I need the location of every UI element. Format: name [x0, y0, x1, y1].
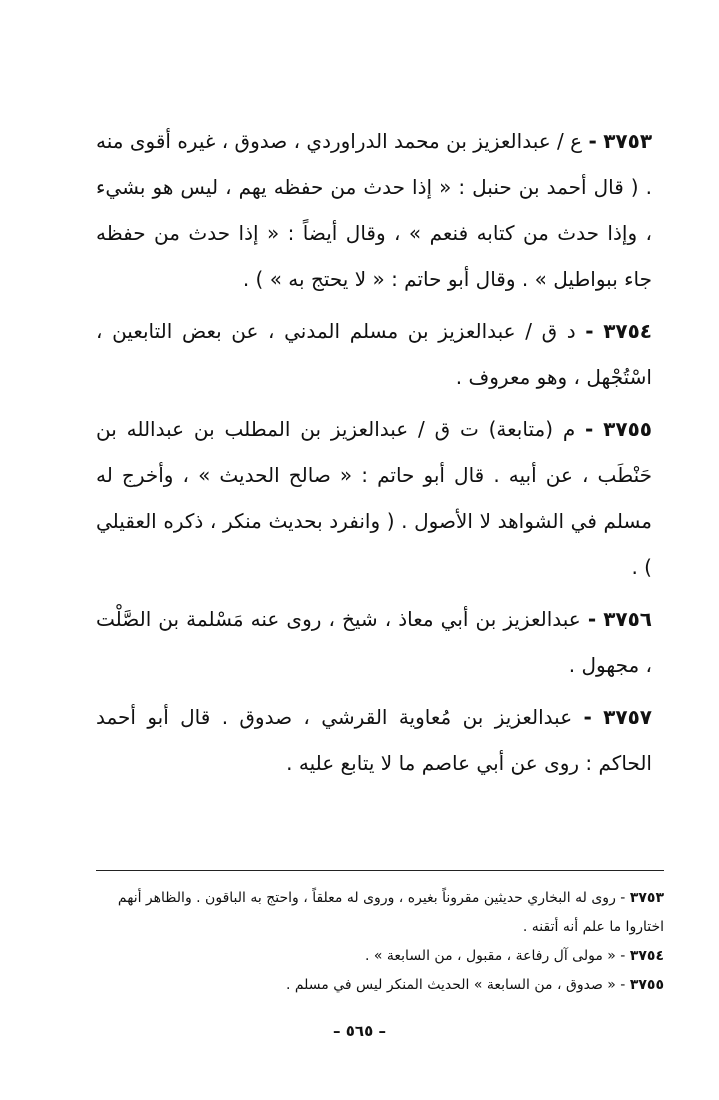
page-number: – ٥٦٥ – [333, 1022, 386, 1040]
entry-number: ٣٧٥٧ [603, 705, 652, 729]
entry-dash: - [588, 129, 597, 153]
entry-number: ٣٧٥٦ [603, 607, 653, 631]
entry-text: عبدالعزيز بن مُعاوية القرشي ، صدوق . قال أبو أحمد الحاكم : روى عن أبي عاصم ما لا يتابع عليه . [96, 705, 652, 775]
footnote-dash: - [620, 977, 626, 993]
entry-number: ٣٧٥٣ [603, 129, 653, 153]
footnote-number: ٣٧٥٣ [629, 890, 664, 906]
footnote-text: « مولى آل رفاعة ، مقبول ، من السابعة » . [364, 948, 616, 964]
footnote-3753 [96, 884, 664, 942]
entry-dash: - [585, 319, 594, 343]
footnote-dash: - [620, 890, 626, 906]
entry-text: عبدالعزيز بن أبي معاذ ، شيخ ، روى عنه مَسْلمة بن الصَّلْت ، مجهول . [96, 607, 652, 677]
entry-text: د ق / عبدالعزيز بن مسلم المدني ، عن بعض التابعين ، اسْتُجْهل ، وهو معروف . [96, 319, 652, 389]
entry-3753 [96, 118, 652, 302]
entry-dash: - [585, 417, 594, 441]
footnote-text: روى له البخاري حديثين مقروناً بغيره ، وروى له معلقاً ، واحتج به الباقون . والظاهر أنهم اختاروا ما علم أنه أتقنه . [117, 890, 664, 935]
entry-3757 [96, 694, 652, 786]
footnote-3754 [96, 942, 664, 971]
footnote-number: ٣٧٥٥ [629, 977, 664, 993]
entry-3754 [96, 308, 652, 400]
footnote-text: « صدوق ، من السابعة » الحديث المنكر ليس في مسلم . [285, 977, 616, 993]
main-text [96, 118, 652, 792]
entry-number: ٣٧٥٥ [603, 417, 652, 441]
entry-dash: - [583, 705, 592, 729]
footnote-divider [96, 870, 664, 871]
entry-text: م (متابعة) ت ق / عبدالعزيز بن المطلب بن عبدالله بن حَنْطَب ، عن أبيه . قال أبو حاتم : « صالح الحديث » ، وأخرج له مسلم في الشواهد لا الأصول . ( وانفرد بحديث منكر ، ذكره العقيلي ) . [96, 417, 652, 579]
entry-3755 [96, 406, 652, 590]
entry-number: ٣٧٥٤ [603, 319, 653, 343]
footnotes [96, 884, 664, 1000]
footnote-number: ٣٧٥٤ [629, 948, 664, 964]
entry-3756 [96, 596, 652, 688]
footnote-3755 [96, 971, 664, 1000]
entry-text: ع / عبدالعزيز بن محمد الدراوردي ، صدوق ، غيره أقوى منه . ( قال أحمد بن حنبل : « إذا حدث من حفظه يهم ، ليس هو بشيء ، وإذا حدث من كتابه فنعم » ، وقال أيضاً : « إذا حدث من حفظه جاء ببواطيل » . وقال أبو حاتم : « لا يحتج به » ) . [96, 129, 652, 291]
entry-dash: - [587, 607, 597, 631]
footnote-dash: - [620, 948, 626, 964]
